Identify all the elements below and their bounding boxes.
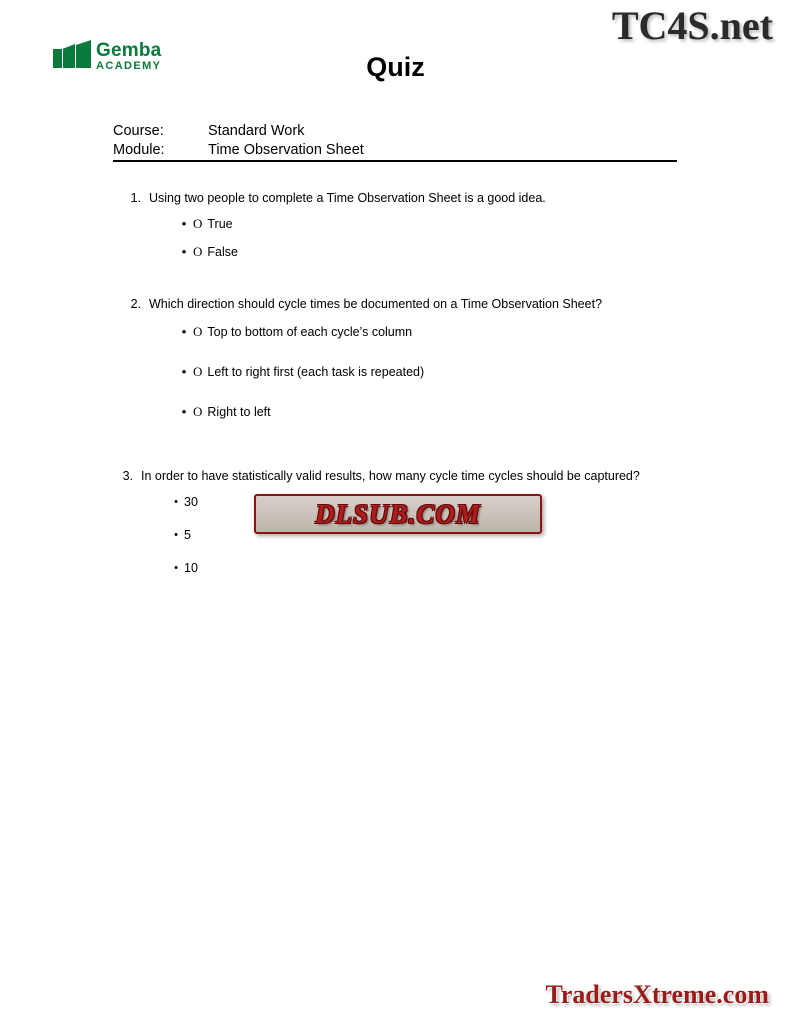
spacer [0, 444, 791, 468]
answer-option[interactable] [0, 244, 791, 260]
document-header [0, 34, 791, 94]
course-label: Course: [113, 123, 164, 139]
answer-list [0, 324, 791, 420]
bullet-icon: • [174, 529, 178, 541]
course-value: Standard Work [208, 123, 305, 139]
center-watermark [254, 494, 542, 534]
center-watermark-text: DLSUB.COM [315, 498, 481, 529]
course-meta [113, 122, 677, 160]
question-item [0, 296, 791, 420]
question-number: 3. [122, 469, 133, 483]
page-title: Quiz [366, 52, 425, 82]
answer-option[interactable] [0, 404, 791, 420]
question-text: Using two people to complete a Time Observation Sheet is a good idea. [149, 191, 546, 205]
answer-list [0, 216, 791, 260]
question-number: 1. [130, 191, 141, 205]
answer-label: Left to right first (each task is repeated) [207, 365, 425, 379]
question-text: Which direction should cycle times be documented on a Time Observation Sheet? [149, 297, 603, 311]
module-row [113, 141, 677, 160]
answer-option[interactable] [0, 364, 791, 380]
logo-brand-name: Gemba [96, 40, 162, 61]
answer-option[interactable] [0, 560, 791, 576]
answer-label: 30 [184, 495, 198, 509]
answer-label: Top to bottom of each cycle’s column [207, 325, 413, 339]
question-item [0, 190, 791, 260]
radio-icon[interactable]: O [193, 244, 203, 259]
answer-label: 10 [184, 561, 198, 575]
bullet-icon: • [174, 496, 178, 508]
radio-icon[interactable]: O [193, 324, 203, 339]
answer-label: Right to left [207, 405, 271, 419]
bullet-icon: • [181, 364, 187, 379]
radio-icon[interactable]: O [193, 364, 203, 379]
question-text: In order to have statistically valid results, how many cycle time cycles should be captured? [141, 469, 640, 483]
answer-option[interactable] [0, 324, 791, 340]
logo-brand-subtitle: ACADEMY [96, 60, 162, 72]
answer-label: True [207, 217, 233, 231]
course-row [113, 122, 677, 141]
spacer [0, 274, 791, 296]
radio-icon[interactable]: O [193, 404, 203, 419]
bullet-icon: • [181, 324, 187, 339]
bullet-icon: • [174, 562, 178, 574]
bullet-icon: • [181, 404, 187, 419]
footer-watermark: TradersXtreme.com [545, 980, 769, 1009]
bullet-icon: • [181, 216, 187, 231]
bullet-icon: • [181, 244, 187, 259]
question-number: 2. [130, 297, 141, 311]
top-watermark: TC4S.net [611, 3, 773, 48]
answer-label: False [207, 245, 238, 259]
header-divider [113, 160, 677, 162]
answer-label: 5 [184, 528, 191, 542]
radio-icon[interactable]: O [193, 216, 203, 231]
answer-option[interactable] [0, 216, 791, 232]
module-label: Module: [113, 142, 165, 158]
module-value: Time Observation Sheet [208, 142, 364, 158]
